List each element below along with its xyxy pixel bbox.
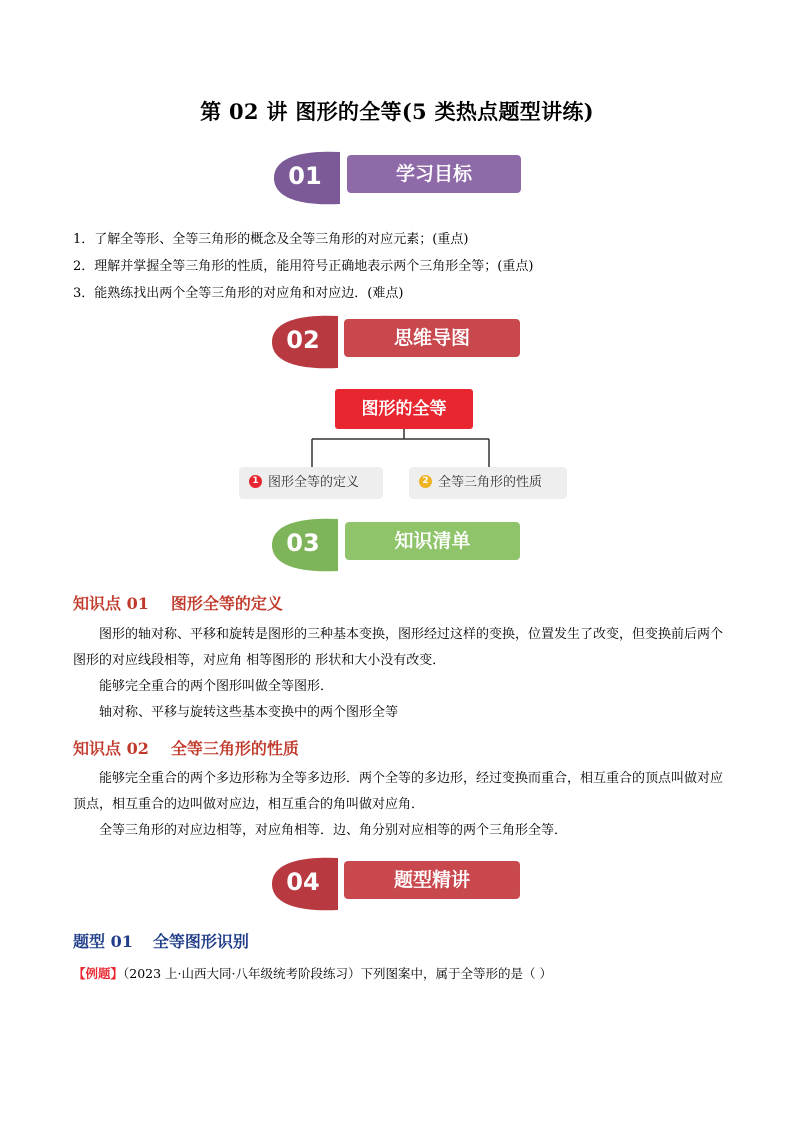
section-number: 02: [286, 326, 320, 354]
section-banner-02: [0, 314, 794, 370]
example-question: [73, 964, 552, 982]
badge-icon: 1: [249, 475, 262, 488]
section-banner-01: [0, 150, 794, 206]
knowledge-point-02-heading: 知识点 02 全等三角形的性质: [73, 739, 299, 758]
goal-item-1: 1．了解全等形、全等三角形的概念及全等三角形的对应元素；(重点): [73, 232, 469, 247]
paragraph: 轴对称、平移与旋转这些基本变换中的两个图形全等: [99, 705, 399, 720]
mindmap-node-label: 全等三角形的性质: [438, 475, 543, 490]
mindmap-connectors: [0, 429, 794, 469]
page-title: 第 02 讲 图形的全等(5 类热点题型讲练): [200, 99, 594, 124]
goal-item-2: 2．理解并掌握全等三角形的性质，能用符号正确地表示两个三角形全等；(重点): [73, 259, 534, 274]
paragraph: 全等三角形的对应边相等，对应角相等．边、角分别对应相等的两个三角形全等．: [99, 823, 568, 838]
knowledge-point-01-heading: 知识点 01 图形全等的定义: [73, 594, 283, 613]
section-number: 01: [288, 162, 322, 190]
knowledge-point-01-body: [73, 622, 723, 726]
example-text: （2023 上·山西大同·八年级统考阶段练习）下列图案中，属于全等形的是（ ）: [123, 966, 552, 981]
section-label: 题型精讲: [344, 861, 520, 899]
section-label: 学习目标: [347, 155, 521, 193]
section-label: 知识清单: [345, 522, 520, 560]
knowledge-point-02-body: [73, 766, 723, 844]
mindmap-node-properties: [409, 467, 567, 499]
section-banner-03: [0, 517, 794, 573]
section-number: 03: [286, 529, 320, 557]
mindmap-root: 图形的全等: [335, 389, 473, 429]
mindmap-node-label: 图形全等的定义: [268, 475, 360, 490]
section-number: 04: [286, 868, 320, 896]
question-type-01-heading: 题型 01 全等图形识别: [73, 932, 249, 951]
paragraph: 能够完全重合的两个多边形称为全等多边形．两个全等的多边形，经过变换而重合，相互重合的顶点叫做对应顶点，相互重合的边叫做对应边，相互重合的角叫做对应角．: [73, 771, 724, 812]
example-tag: 【例题】: [73, 966, 124, 981]
paragraph: 图形的轴对称、平移和旋转是图形的三种基本变换，图形经过这样的变换，位置发生了改变，但变换前后两个图形的对应线段相等，对应角 相等图形的 形状和大小没有改变．: [73, 627, 724, 668]
goal-item-3: 3．能熟练找出两个全等三角形的对应角和对应边．(难点): [73, 286, 404, 301]
paragraph: 能够完全重合的两个图形叫做全等图形．: [99, 679, 334, 694]
section-banner-04: [0, 856, 794, 912]
mindmap-node-definition: [239, 467, 383, 499]
badge-icon: 2: [419, 475, 432, 488]
section-label: 思维导图: [344, 319, 520, 357]
